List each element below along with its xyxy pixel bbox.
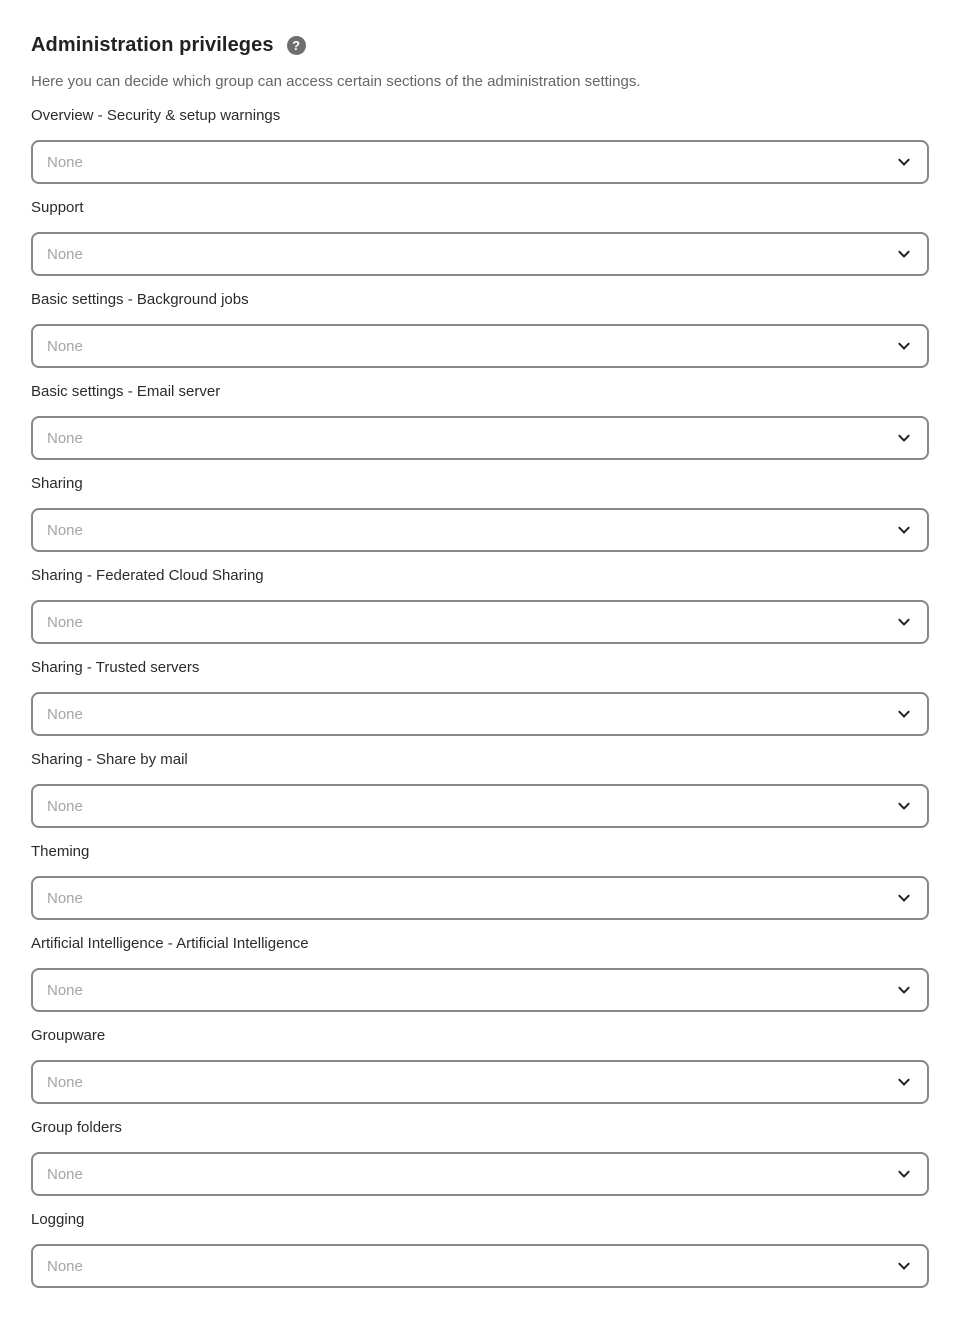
privilege-field-group <box>31 657 929 736</box>
select-value-placeholder: None <box>47 889 83 907</box>
chevron-down-icon <box>896 798 912 814</box>
help-icon[interactable]: ? <box>287 36 306 55</box>
privilege-group-select[interactable] <box>31 876 929 920</box>
chevron-down-icon <box>896 154 912 170</box>
privilege-group-select[interactable] <box>31 600 929 644</box>
privilege-field-label: Support <box>31 199 84 216</box>
privilege-field-label: Artificial Intelligence - Artificial Intelligence <box>31 935 309 952</box>
admin-privileges-content <box>31 32 929 1288</box>
privilege-group-select[interactable] <box>31 692 929 736</box>
privilege-field-label: Logging <box>31 1211 85 1228</box>
privilege-group-select[interactable] <box>31 508 929 552</box>
privilege-group-select[interactable] <box>31 1060 929 1104</box>
privilege-field-label: Theming <box>31 843 90 860</box>
privilege-group-select[interactable] <box>31 784 929 828</box>
privilege-field-label: Group folders <box>31 1119 122 1136</box>
chevron-down-icon <box>896 1166 912 1182</box>
privilege-group-select[interactable] <box>31 140 929 184</box>
chevron-down-icon <box>896 1258 912 1274</box>
page-description: Here you can decide which group can access certain sections of the administration settings. <box>31 73 641 90</box>
select-value-placeholder: None <box>47 1257 83 1275</box>
privilege-field-group <box>31 1025 929 1104</box>
chevron-down-icon <box>896 430 912 446</box>
privilege-group-select[interactable] <box>31 1152 929 1196</box>
chevron-down-icon <box>896 614 912 630</box>
select-value-placeholder: None <box>47 797 83 815</box>
privilege-field-group <box>31 381 929 460</box>
privilege-field-group <box>31 105 929 184</box>
select-value-placeholder: None <box>47 613 83 631</box>
chevron-down-icon <box>896 1074 912 1090</box>
privilege-field-label: Sharing <box>31 475 83 492</box>
privilege-field-label: Groupware <box>31 1027 106 1044</box>
select-value-placeholder: None <box>47 337 83 355</box>
privilege-group-select[interactable] <box>31 416 929 460</box>
chevron-down-icon <box>896 522 912 538</box>
chevron-down-icon <box>896 706 912 722</box>
privilege-field-group <box>31 841 929 920</box>
privilege-field-group <box>31 473 929 552</box>
select-value-placeholder: None <box>47 153 83 171</box>
privilege-field-group <box>31 1117 929 1196</box>
privilege-group-select[interactable] <box>31 1244 929 1288</box>
privilege-field-group <box>31 1209 929 1288</box>
page-header <box>31 32 929 58</box>
chevron-down-icon <box>896 890 912 906</box>
privilege-field-label: Sharing - Trusted servers <box>31 659 200 676</box>
select-value-placeholder: None <box>47 1073 83 1091</box>
privilege-group-select[interactable] <box>31 232 929 276</box>
select-value-placeholder: None <box>47 981 83 999</box>
privilege-field-label: Overview - Security & setup warnings <box>31 107 281 124</box>
privilege-field-group <box>31 933 929 1012</box>
page-title: Administration privileges <box>31 34 274 56</box>
privilege-field-label: Basic settings - Background jobs <box>31 291 249 308</box>
select-value-placeholder: None <box>47 1165 83 1183</box>
privilege-field-label: Sharing - Share by mail <box>31 751 188 768</box>
privilege-field-group <box>31 197 929 276</box>
privilege-field-label: Sharing - Federated Cloud Sharing <box>31 567 264 584</box>
select-value-placeholder: None <box>47 429 83 447</box>
chevron-down-icon <box>896 982 912 998</box>
select-value-placeholder: None <box>47 521 83 539</box>
privilege-field-group <box>31 289 929 368</box>
admin-privileges-form <box>31 105 929 1288</box>
privilege-field-label: Basic settings - Email server <box>31 383 221 400</box>
chevron-down-icon <box>896 246 912 262</box>
privilege-field-group <box>31 749 929 828</box>
privilege-field-group <box>31 565 929 644</box>
select-value-placeholder: None <box>47 705 83 723</box>
privilege-group-select[interactable] <box>31 324 929 368</box>
select-value-placeholder: None <box>47 245 83 263</box>
privilege-group-select[interactable] <box>31 968 929 1012</box>
chevron-down-icon <box>896 338 912 354</box>
